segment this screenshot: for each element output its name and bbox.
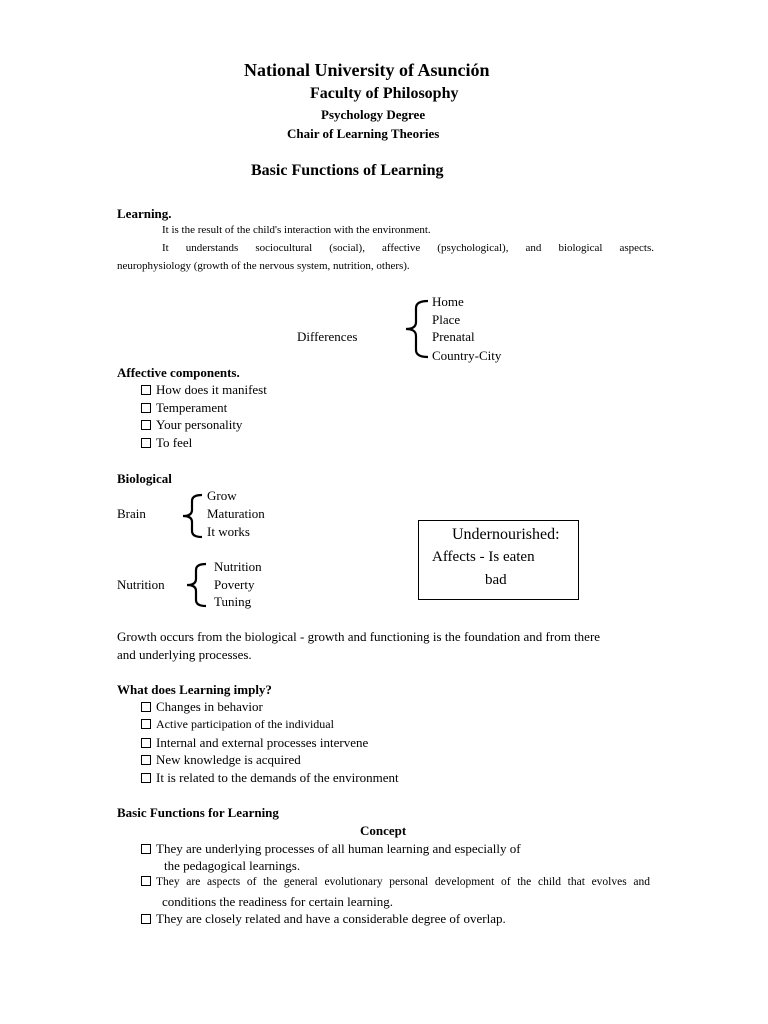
checkbox-icon	[141, 438, 151, 448]
list-item: Temperament	[141, 400, 227, 416]
list-item: They are aspects of the general evolutionary personal development of the child that evolves and	[141, 876, 650, 888]
basic-functions-heading: Basic Functions for Learning	[117, 805, 279, 820]
list-item: They are underlying processes of all human learning and especially of	[141, 841, 521, 857]
university-title: National University of Asunción	[244, 60, 490, 80]
checkbox-icon	[141, 702, 151, 712]
nutrition-item: Poverty	[214, 577, 255, 592]
list-item-continuation: the pedagogical learnings.	[164, 858, 301, 873]
list-item: Internal and external processes intervene	[141, 735, 368, 751]
growth-line-1: Growth occurs from the biological - growth and functioning is the foundation and from there	[117, 629, 601, 644]
differences-item: Country-City	[432, 348, 502, 363]
nutrition-brace	[184, 563, 208, 607]
nutrition-label: Nutrition	[117, 577, 165, 592]
brain-item: Maturation	[207, 506, 265, 521]
faculty-title: Faculty of Philosophy	[310, 85, 459, 102]
list-item-continuation: conditions the readiness for certain learning.	[162, 894, 394, 909]
differences-label: Differences	[297, 329, 358, 344]
learning-line-2: It understands sociocultural (social), affective (psychological), and biological aspects.	[162, 242, 654, 254]
list-item: It is related to the demands of the environment	[141, 770, 399, 786]
document-title: Basic Functions of Learning	[251, 162, 444, 179]
note-line-3: bad	[485, 572, 507, 588]
checkbox-icon	[141, 755, 151, 765]
learning-line-1: It is the result of the child's interaction with the environment.	[162, 224, 431, 236]
biological-heading: Biological	[117, 471, 172, 486]
list-item: To feel	[141, 435, 192, 451]
checkbox-icon	[141, 403, 151, 413]
checkbox-icon	[141, 719, 151, 729]
checkbox-icon	[141, 738, 151, 748]
brain-item: It works	[207, 524, 250, 539]
growth-line-2: and underlying processes.	[117, 647, 252, 662]
list-item: Active participation of the individual	[141, 717, 334, 732]
differences-item: Place	[432, 312, 461, 327]
list-item: How does it manifest	[141, 382, 267, 398]
degree-title: Psychology Degree	[321, 107, 426, 122]
list-item: New knowledge is acquired	[141, 752, 301, 768]
list-item: Your personality	[141, 417, 242, 433]
note-line-2: Affects - Is eaten	[432, 549, 535, 565]
note-line-1: Undernourished:	[452, 526, 560, 543]
learning-heading: Learning.	[117, 206, 172, 221]
chair-title: Chair of Learning Theories	[287, 126, 440, 141]
nutrition-item: Tuning	[214, 594, 252, 609]
list-item: Changes in behavior	[141, 699, 263, 715]
concept-heading: Concept	[360, 823, 407, 838]
list-item: They are closely related and have a considerable degree of overlap.	[141, 911, 506, 927]
checkbox-icon	[141, 876, 151, 886]
brain-brace	[180, 494, 204, 538]
imply-heading: What does Learning imply?	[117, 682, 272, 697]
nutrition-item: Nutrition	[214, 559, 262, 574]
checkbox-icon	[141, 773, 151, 783]
differences-brace	[402, 300, 430, 358]
checkbox-icon	[141, 914, 151, 924]
brain-item: Grow	[207, 488, 237, 503]
brain-label: Brain	[117, 506, 146, 521]
checkbox-icon	[141, 420, 151, 430]
differences-item: Prenatal	[432, 329, 475, 344]
checkbox-icon	[141, 844, 151, 854]
affective-heading: Affective components.	[117, 365, 240, 380]
checkbox-icon	[141, 385, 151, 395]
learning-line-3: neurophysiology (growth of the nervous system, nutrition, others).	[117, 260, 410, 272]
differences-item: Home	[432, 294, 464, 309]
